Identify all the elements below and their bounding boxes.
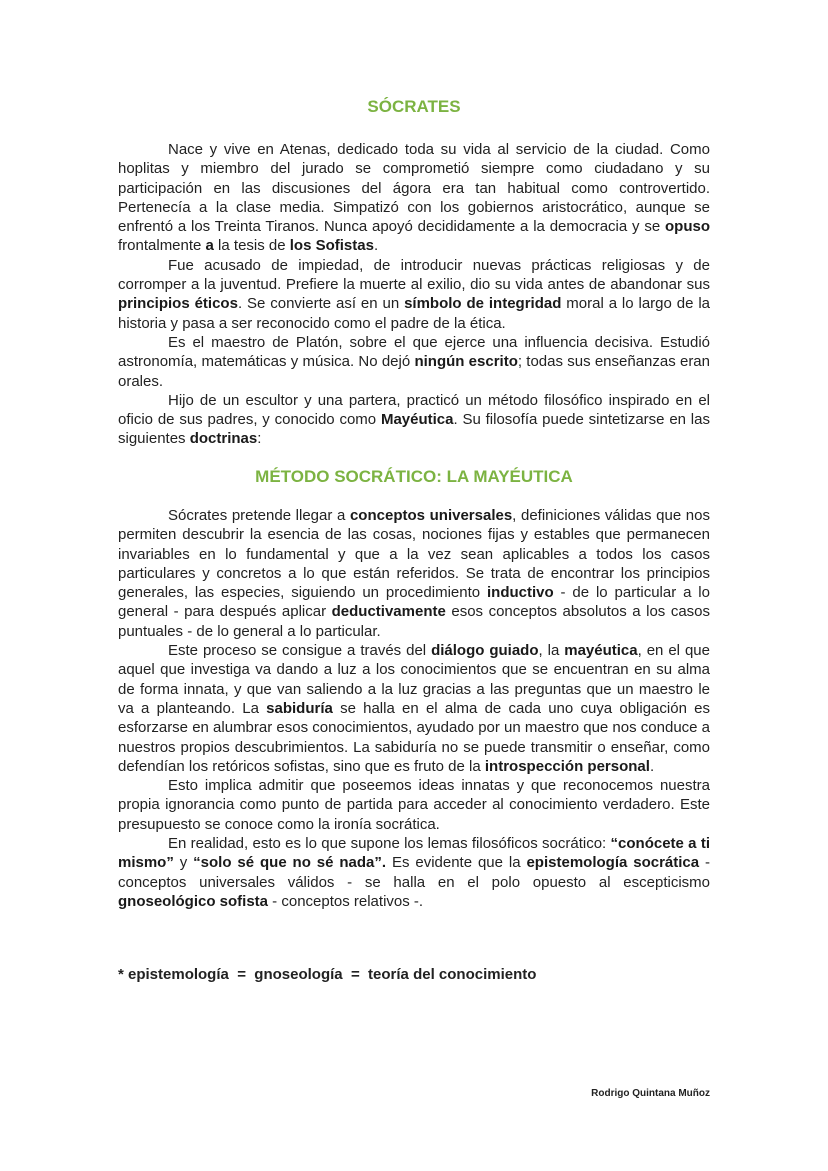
text-run: - conceptos relativos -. bbox=[268, 892, 424, 910]
text-run: . bbox=[649, 757, 655, 775]
intro-section bbox=[118, 140, 710, 449]
text-run: . Su filosofía puede sintetizarse en las siguientes bbox=[118, 411, 710, 448]
text-run: se halla en el alma de cada uno cuya obligación es esforzarse en alumbrar esos conocimientos, ayudado por un maestro que nos conduce a nuestros propios descubrimientos. La sabiduría no se puede transmitir o enseñar, como defendían los retóricos sofistas, sino que es fruto de la bbox=[118, 699, 711, 775]
text-run: frontalmente bbox=[118, 237, 206, 255]
bold-text: diálogo guiado bbox=[431, 642, 539, 660]
bold-text: doctrinas bbox=[189, 430, 258, 448]
text-run: , definiciones válidas que nos permiten descubrir la esencia de las cosas, nociones fijas y estables que permanecen invariables en lo fundamental y que a la vez sean aplicables a todos los casos particulares y concretos a lo que están referidos. Se trata de encontrar los principios generales, las especies, siguiendo un procedimiento bbox=[118, 507, 710, 602]
text-run: Hijo de un escultor y una partera, practicó un método filosófico inspirado en el oficio de sus padres, y conocido como bbox=[118, 391, 710, 429]
bold-text: introspección personal bbox=[484, 757, 650, 775]
bold-text: ningún escrito bbox=[414, 353, 518, 371]
bold-text: “conócete a ti mismo” bbox=[118, 835, 710, 872]
text-run: Esto implica admitir que poseemos ideas innatas y que reconocemos nuestra propia ignorancia como punto de partida para acceder al conocimiento verdadero. Este presupuesto se conoce como la ironía socrática. bbox=[118, 777, 710, 833]
text-run: , en el que aquel que investiga va dando a luz a los conocimientos que se encuentran en su alma de forma innata, y que van saliendo a la luz gracias a las preguntas que un maestro le va a planteando. La bbox=[118, 642, 710, 717]
bold-text: símbolo de integridad bbox=[404, 295, 562, 313]
bold-text: sabiduría bbox=[266, 699, 333, 717]
method-section bbox=[118, 506, 710, 911]
text-run: . bbox=[373, 237, 379, 255]
text-run: Sócrates pretende llegar a bbox=[168, 507, 350, 524]
text-run: esos conceptos absolutos a los casos puntuales - de lo general a lo particular. bbox=[118, 603, 710, 640]
bold-text: epistemología socrática bbox=[526, 854, 700, 872]
text-run: - conceptos universales válidos - se halla en el polo opuesto al escepticismo bbox=[118, 854, 711, 891]
paragraph bbox=[118, 776, 710, 834]
paragraph bbox=[118, 506, 710, 641]
footnote: * epistemología = gnoseología = teoría del conocimiento bbox=[118, 966, 537, 983]
paragraph bbox=[118, 391, 710, 449]
text-run: : bbox=[257, 430, 262, 448]
bold-text: mayéutica bbox=[564, 642, 638, 660]
text-run: Es el maestro de Platón, sobre el que ejerce una influencia decisiva. Estudió astronomía, matemáticas y música. No dejó bbox=[118, 333, 710, 371]
text-run: Fue acusado de impiedad, de introducir nuevas prácticas religiosas y de corromper a la juventud. Prefiere la muerte al exilio, dio su vida antes de abandonar sus bbox=[118, 256, 710, 294]
text-run: , la bbox=[538, 642, 565, 660]
text-run: y bbox=[173, 854, 194, 872]
bold-text: conceptos universales bbox=[349, 507, 513, 524]
bold-text: gnoseológico sofista bbox=[118, 892, 269, 910]
text-run: - de lo particular a lo general - para después aplicar bbox=[118, 584, 710, 621]
author-footer: Rodrigo Quintana Muñoz bbox=[591, 1088, 710, 1099]
bold-text: “solo sé que no sé nada”. bbox=[193, 854, 387, 872]
text-run: moral a lo largo de la historia y pasa a ser reconocido como el padre de la ética. bbox=[118, 295, 711, 332]
text-run: la tesis de bbox=[213, 237, 290, 255]
bold-text: opuso bbox=[665, 218, 710, 236]
paragraph bbox=[118, 333, 710, 391]
text-run: En realidad, esto es lo que supone los lemas filosóficos socrático: bbox=[168, 835, 611, 853]
paragraph bbox=[118, 256, 710, 333]
section-title: MÉTODO SOCRÁTICO: LA MAYÉUTICA bbox=[255, 467, 573, 486]
bold-text: a bbox=[205, 237, 214, 255]
paragraph bbox=[118, 834, 710, 911]
paragraph bbox=[118, 641, 710, 776]
bold-text: los Sofistas bbox=[289, 237, 374, 255]
text-run: . Se convierte así en un bbox=[237, 295, 405, 313]
paragraph bbox=[118, 140, 710, 256]
bold-text: deductivamente bbox=[331, 603, 446, 621]
text-run: Nace y vive en Atenas, dedicado toda su vida al servicio de la ciudad. Como hoplitas y miembro del jurado se comprometió siempre como ciudadano y su participación en las discusiones del ágora era tan habitual como controvertido. Pertenecía a la clase media. Simpatizó con los gobiernos aristocrático, aunque se enfrentó a los Treinta Tiranos. Nunca apoyó decididamente a la democracia y se bbox=[118, 141, 710, 236]
text-run: Este proceso se consigue a través del bbox=[168, 642, 432, 660]
bold-text: principios éticos bbox=[118, 295, 238, 313]
page-title: SÓCRATES bbox=[367, 97, 461, 116]
text-run: ; todas sus enseñanzas eran orales. bbox=[118, 353, 710, 390]
bold-text: inductivo bbox=[486, 584, 554, 602]
text-run: Es evidente que la bbox=[386, 854, 527, 872]
bold-text: Mayéutica bbox=[380, 411, 454, 429]
